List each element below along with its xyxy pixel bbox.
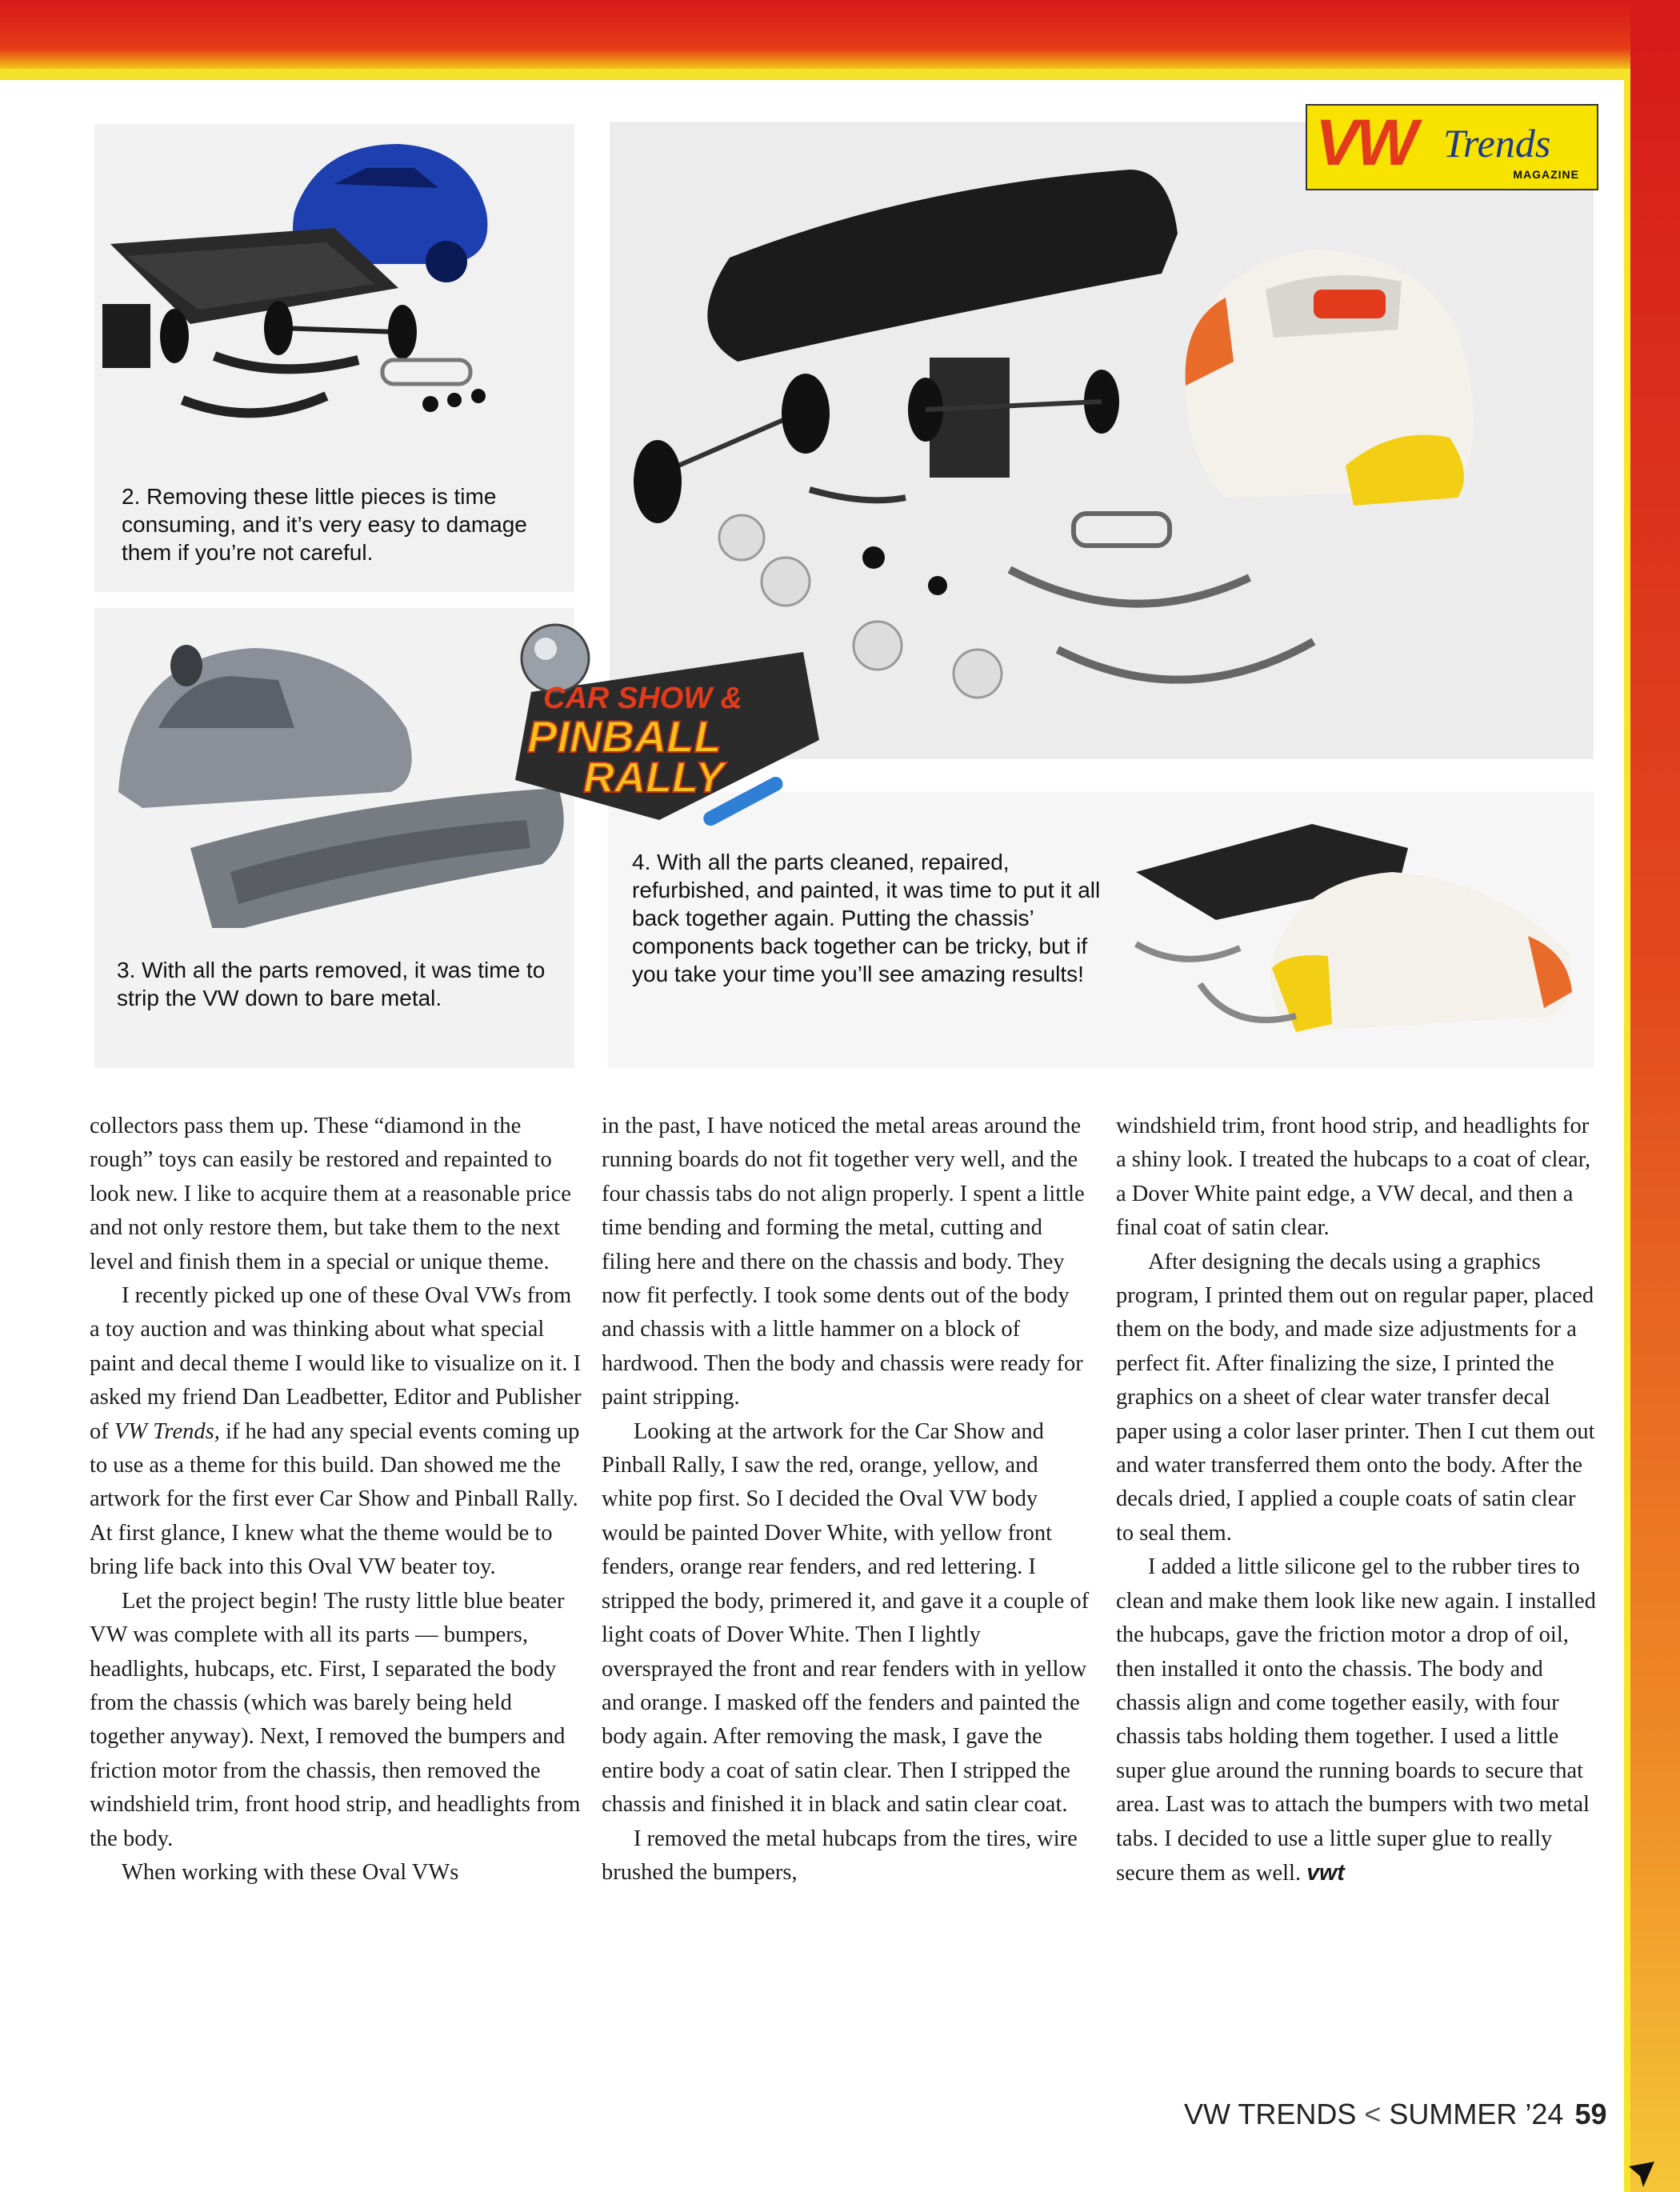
top-color-band bbox=[0, 0, 1680, 69]
article-column-2 bbox=[602, 1110, 1091, 1890]
logo-trends-script: Trends bbox=[1443, 121, 1551, 166]
logo-magazine-label: MAGAZINE bbox=[1513, 168, 1579, 181]
page-number: 59 bbox=[1574, 2098, 1607, 2130]
page-footer bbox=[1184, 2098, 1606, 2131]
col2-paragraph-2: Looking at the artwork for the Car Show and Pinball Rally, I saw the red, orange, yellow, and white pop first. So I decided the Oval VW body would be painted Dover White, with yellow front fenders, orange rear fenders, and red lettering. I stripped the body, primered it, and gave it a couple of light coats of Dover White. Then I lightly oversprayed the front and rear fenders with in yellow and orange. I masked off the fenders and painted the body again. After removing the mask, I gave the entire body a coat of satin clear. Then I stripped the chassis and finished it in black and satin clear coat. bbox=[602, 1418, 1090, 1818]
corner-arrow-icon bbox=[1627, 2160, 1656, 2189]
badge-rally: RALLY bbox=[583, 754, 724, 802]
col2-paragraph-3: I removed the metal hubcaps from the tires, wire brushed the bumpers, bbox=[602, 1826, 1078, 1885]
col1-paragraph-4: When working with these Oval VWs bbox=[122, 1859, 459, 1885]
footer-issue: SUMMER ’24 bbox=[1389, 2098, 1564, 2130]
page-edge-rule bbox=[1624, 69, 1630, 2192]
col3-paragraph-2: After designing the decals using a graphics program, I printed them out on regular paper, placed them on the body, and made size adjustments for a perfect fit. After finalizing the size, I printed the graphics on a sheet of clear water transfer decal paper using a color laser printer. Then I cut them out and water transferred them onto the body. After the decals dried, I applied a couple coats of satin clear to seal them. bbox=[1116, 1249, 1595, 1546]
col3-paragraph-3: I added a little silicone gel to the rubber tires to clean and make them look like new again. I installed the hubcaps, gave the friction motor a drop of oil, then installed it onto the chassis. The body and chassis align and come together easily, with four chassis tabs holding them together. I used a little super glue around the running boards to secure that area. Last was to attach the bumpers with two metal tabs. I decided to use a little super glue to really secure them as well. vwt bbox=[1116, 1554, 1596, 1886]
article-column-1 bbox=[90, 1110, 582, 1890]
end-mark: vwt bbox=[1306, 1859, 1345, 1886]
col1-paragraph-1: collectors pass them up. These “diamond in the rough” toys can easily be restored and repainted to look new. I like to acquire them at a reasonable price and not only restore them, but take them to the next level and finish them in a special or unique theme. bbox=[90, 1114, 571, 1274]
badge-pinball: PINBALL bbox=[527, 711, 722, 762]
caption-2: 2. Removing these little pieces is time consuming, and it’s very easy to damage them if you’re not careful. bbox=[122, 484, 527, 565]
logo-vw-letters: VW bbox=[1315, 106, 1415, 179]
caption-4: 4. With all the parts cleaned, repaired, refurbished, and painted, it was time to put it all back together again. Putting the chassis’ components back together can be tricky, but if you take your time you’ll see amazing results! bbox=[632, 850, 1101, 986]
col1-paragraph-2: I recently picked up one of these Oval VWs from a toy auction and was thinking about what special paint and decal theme I would like to visualize on it. I asked my friend Dan Leadbetter, Editor and Publisher of VW Trends, if he had any special events coming up to use as a theme for this build. Dan showed me the artwork for the first ever Car Show and Pinball Rally. At first glance, I knew what the theme would be to bring life back into this Oval VW beater toy. bbox=[90, 1283, 582, 1580]
footer-separator: < bbox=[1364, 2098, 1382, 2130]
col2-paragraph-1: in the past, I have noticed the metal areas around the running boards do not fit together very well, and the four chassis tabs do not align properly. I spent a little time bending and forming the metal, cutting and filing here and there on the chassis and body. They now fit perfectly. I took some dents out of the body and chassis with a little hammer on a block of hardwood. Then the body and chassis were ready for paint stripping. bbox=[602, 1114, 1085, 1410]
vw-trends-logo bbox=[1306, 104, 1598, 190]
caption-3: 3. With all the parts removed, it was time to strip the VW down to bare metal. bbox=[117, 958, 546, 1010]
article-column-3 bbox=[1116, 1110, 1596, 1890]
badge-car-show: CAR SHOW & bbox=[543, 682, 743, 715]
right-gradient-strip bbox=[1630, 0, 1680, 2192]
footer-magazine-name: VW TRENDS bbox=[1184, 2098, 1357, 2130]
col3-paragraph-1: windshield trim, front hood strip, and headlights for a shiny look. I treated the hubcaps to a coat of clear, a Dover White paint edge, a VW decal, and then a final coat of satin clear. bbox=[1116, 1114, 1591, 1241]
car-show-pinball-rally-badge bbox=[499, 620, 827, 832]
publication-name: VW Trends, bbox=[114, 1418, 220, 1444]
col1-paragraph-3: Let the project begin! The rusty little blue beater VW was complete with all its parts — bumpers, headlights, hubcaps, etc. First, I separated the body from the chassis (which was barely being held together anyway). Next, I removed the bumpers and friction motor from the chassis, then removed the windshield trim, front hood strip, and headlights from the body. bbox=[90, 1588, 581, 1851]
top-yellow-rule bbox=[0, 69, 1632, 80]
